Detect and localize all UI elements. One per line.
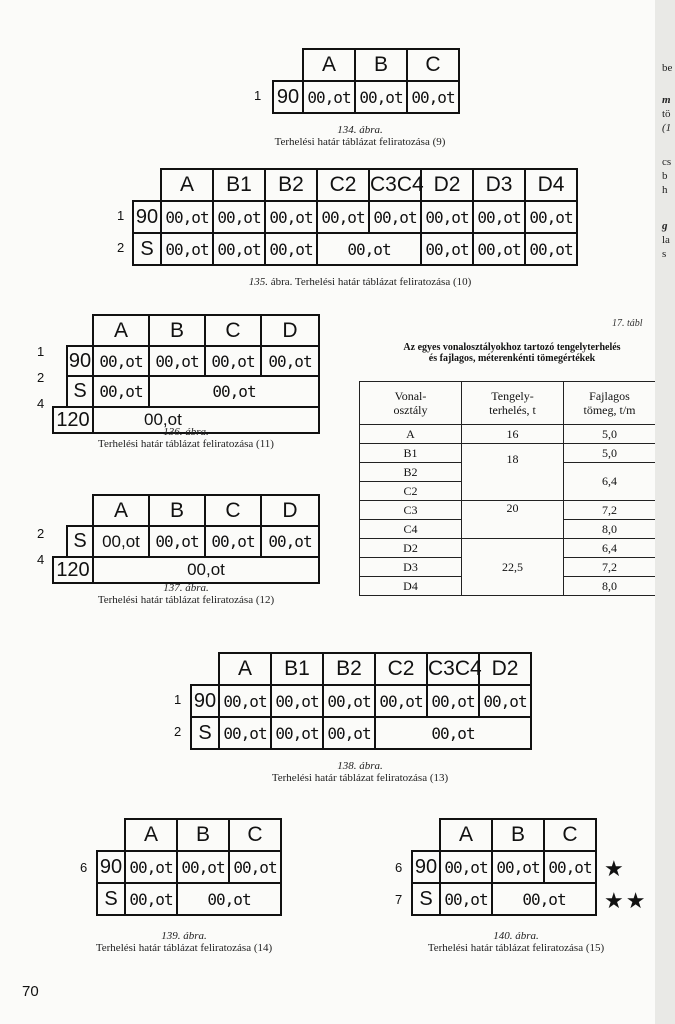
empty-cell xyxy=(67,495,93,526)
segment-cell: 00,ot xyxy=(161,233,213,265)
segment-cell: 00,ot xyxy=(421,233,473,265)
segment-cell-wide: 00,ot xyxy=(149,376,319,407)
header-line: terhelés, t xyxy=(489,403,536,417)
speed-cell: 90 xyxy=(67,346,93,376)
mass-cell: 8,0 xyxy=(564,577,656,596)
segment-cell: 00,ot xyxy=(219,717,271,749)
header-cell: D2 xyxy=(421,169,473,201)
row-number: 4 xyxy=(37,396,45,411)
class-cell: D4 xyxy=(360,577,462,596)
speed-cell: 90 xyxy=(97,851,125,883)
header-cell: C2 xyxy=(317,169,369,201)
header-cell: C2 xyxy=(375,653,427,685)
header-cell: B xyxy=(149,315,205,346)
segment-cell: 00,ot xyxy=(265,233,317,265)
row-number: 6 xyxy=(80,860,88,875)
caption-number: 134. ábra. xyxy=(337,124,383,136)
segment-cell-wide: 00,ot xyxy=(375,717,531,749)
header-cell: D2 xyxy=(479,653,531,685)
empty-cell xyxy=(133,169,161,201)
segment-cell: 00,ot xyxy=(473,201,525,233)
segment-cell: 00,ot xyxy=(525,233,577,265)
mass-cell: 6,4 xyxy=(564,463,656,501)
segment-cell-wide: 00,ot xyxy=(492,883,596,915)
header-cell: B xyxy=(492,819,544,851)
caption-number: 140. ábra. xyxy=(493,930,539,942)
segment-cell: 00,ot xyxy=(125,851,177,883)
header-cell: B1 xyxy=(271,653,323,685)
star-icon: ★ xyxy=(604,856,626,881)
empty-cell xyxy=(67,315,93,346)
column-header xyxy=(564,382,656,425)
empty-cell xyxy=(191,653,219,685)
figure-caption xyxy=(220,124,500,148)
caption-number: 137. ábra. xyxy=(163,582,209,594)
caption-number: 138. ábra. xyxy=(337,760,383,772)
s-cell: S xyxy=(67,376,93,407)
facing-page-fragment: (1 xyxy=(662,122,672,134)
segment-cell-wide: 00,ot xyxy=(177,883,281,915)
header-cell: C3C4 xyxy=(369,169,421,201)
header-cell: B2 xyxy=(265,169,317,201)
facing-page-fragment: be xyxy=(662,62,673,74)
class-cell: D3 xyxy=(360,558,462,577)
class-cell: A xyxy=(360,425,462,444)
figure-caption xyxy=(220,760,500,784)
row-number: 1 xyxy=(117,208,125,223)
segment-cell: 00,ot xyxy=(219,685,271,717)
class-cell: D2 xyxy=(360,539,462,558)
column-header xyxy=(360,382,462,425)
class-cell: C2 xyxy=(360,482,462,501)
segment-cell: 00,ot xyxy=(421,201,473,233)
speed-cell: 90 xyxy=(133,201,161,233)
fig137-table xyxy=(52,494,320,584)
figure-caption xyxy=(200,276,520,288)
segment-cell: 00,ot xyxy=(440,883,492,915)
fig134-table xyxy=(272,48,460,114)
double-star-icon: ★★ xyxy=(604,888,648,913)
header-cell: A xyxy=(303,49,355,81)
header-cell: A xyxy=(93,315,149,346)
caption-number: 139. ábra. xyxy=(161,930,207,942)
segment-cell-wide: 00,ot xyxy=(93,407,319,433)
row-number: 7 xyxy=(395,892,403,907)
mass-cell: 8,0 xyxy=(564,520,656,539)
column-header xyxy=(462,382,564,425)
header-cell: D xyxy=(261,315,319,346)
fig139-table xyxy=(96,818,282,916)
segment-cell: 00,ot xyxy=(161,201,213,233)
empty-cell xyxy=(412,819,440,851)
segment-cell: 00,ot xyxy=(205,526,261,557)
fig136-table xyxy=(52,314,320,434)
segment-cell: 00,ot xyxy=(93,376,149,407)
header-cell: C3C4 xyxy=(427,653,479,685)
segment-cell: 00,ot xyxy=(177,851,229,883)
facing-page-edge xyxy=(655,0,675,1024)
axle-load-cell: 16 xyxy=(462,425,564,444)
empty-cell xyxy=(53,346,67,376)
header-cell: C xyxy=(205,315,261,346)
fig135-table xyxy=(132,168,578,266)
segment-cell: 00,ot xyxy=(323,685,375,717)
table-reference: 17. tábl xyxy=(612,318,643,329)
segment-cell: 00,ot xyxy=(440,851,492,883)
caption-text: ábra. Terhelési határ táblázat feliratozása (10) xyxy=(270,276,472,288)
caption-number: 135. xyxy=(248,276,268,288)
page-number: 70 xyxy=(22,983,39,1000)
empty-cell xyxy=(53,376,67,407)
table-title-line: és fajlagos, méterenkénti tömegértékek xyxy=(428,353,596,364)
segment-cell: 00,ot xyxy=(355,81,407,113)
segment-cell: 00,ot xyxy=(369,201,421,233)
row-number: 1 xyxy=(254,88,262,103)
header-cell: B2 xyxy=(323,653,375,685)
s-cell: S xyxy=(133,233,161,265)
header-cell: A xyxy=(125,819,177,851)
segment-cell: 00,ot xyxy=(229,851,281,883)
header-cell: B xyxy=(355,49,407,81)
segment-cell: 00,ot xyxy=(149,526,205,557)
caption-text: Terhelési határ táblázat feliratozása (11) xyxy=(98,438,274,450)
row-number: 1 xyxy=(174,692,182,707)
segment-cell: 00,ot xyxy=(271,717,323,749)
segment-cell: 00,ot xyxy=(265,201,317,233)
figure-caption xyxy=(50,426,322,450)
fig140-table xyxy=(411,818,597,916)
header-line: Tengely- xyxy=(491,389,534,403)
header-cell: C xyxy=(407,49,459,81)
header-cell: D4 xyxy=(525,169,577,201)
header-cell: A xyxy=(219,653,271,685)
segment-cell-wide: 00,ot xyxy=(93,557,319,583)
mass-cell: 7,2 xyxy=(564,501,656,520)
segment-cell: 00,ot xyxy=(93,526,149,557)
table-title-line: Az egyes vonalosztályokhoz tartozó tengelyterhelés xyxy=(403,342,621,353)
segment-cell: 00,ot xyxy=(261,346,319,376)
class-cell: B2 xyxy=(360,463,462,482)
table-title xyxy=(362,342,662,364)
segment-cell: 00,ot xyxy=(525,201,577,233)
segment-cell: 00,ot xyxy=(492,851,544,883)
header-cell: A xyxy=(440,819,492,851)
segment-cell: 00,ot xyxy=(213,233,265,265)
class-cell: C3 xyxy=(360,501,462,520)
s-cell: S xyxy=(412,883,440,915)
facing-page-fragment: b xyxy=(662,170,668,182)
axle-load-cell: 20 xyxy=(462,501,564,539)
segment-cell: 00,ot xyxy=(473,233,525,265)
facing-page-fragment: h xyxy=(662,184,668,196)
header-cell: C xyxy=(229,819,281,851)
mass-cell: 5,0 xyxy=(564,444,656,463)
header-cell: A xyxy=(161,169,213,201)
figure-caption xyxy=(380,930,652,954)
segment-cell: 00,ot xyxy=(323,717,375,749)
segment-cell: 00,ot xyxy=(205,346,261,376)
segment-cell: 00,ot xyxy=(303,81,355,113)
segment-cell: 00,ot xyxy=(375,685,427,717)
facing-page-fragment: g xyxy=(662,220,668,232)
empty-cell xyxy=(53,526,67,557)
figure-caption xyxy=(50,582,322,606)
row-number: 2 xyxy=(174,724,182,739)
class-cell: B1 xyxy=(360,444,462,463)
caption-text: Terhelési határ táblázat feliratozása (12) xyxy=(97,594,275,606)
facing-page-fragment: s xyxy=(662,248,667,260)
header-cell: B xyxy=(149,495,205,526)
header-line: tömeg, t/m xyxy=(583,403,636,417)
mass-cell: 5,0 xyxy=(564,425,656,444)
header-cell: C xyxy=(544,819,596,851)
mass-cell: 7,2 xyxy=(564,558,656,577)
row-number: 1 xyxy=(37,344,45,359)
segment-cell: 00,ot xyxy=(427,685,479,717)
axle-load-cell: 22,5 xyxy=(462,539,564,596)
s-cell: S xyxy=(191,717,219,749)
facing-page-fragment: tö xyxy=(662,108,671,120)
caption-text: Terhelési határ táblázat feliratozása (13) xyxy=(271,772,449,784)
caption-text: Terhelési határ táblázat feliratozása (14) xyxy=(95,942,273,954)
header-cell: B xyxy=(177,819,229,851)
mass-cell: 6,4 xyxy=(564,539,656,558)
segment-cell: 00,ot xyxy=(125,883,177,915)
speed-cell: 90 xyxy=(412,851,440,883)
empty-cell xyxy=(273,49,303,81)
class-cell: C4 xyxy=(360,520,462,539)
header-cell: D xyxy=(261,495,319,526)
fig138-table xyxy=(190,652,532,750)
speed-cell: 120 xyxy=(53,557,93,583)
empty-cell xyxy=(53,315,67,346)
figure-caption xyxy=(48,930,320,954)
segment-cell: 00,ot xyxy=(93,346,149,376)
facing-page-fragment: la xyxy=(662,234,670,246)
line-class-table xyxy=(359,381,656,596)
segment-cell-wide: 00,ot xyxy=(317,233,421,265)
header-cell: B1 xyxy=(213,169,265,201)
header-line: Fajlagos xyxy=(589,389,630,403)
axle-load-cell: 18 xyxy=(462,444,564,501)
caption-text: Terhelési határ táblázat feliratozása (15) xyxy=(427,942,605,954)
header-cell: C xyxy=(205,495,261,526)
speed-cell: 120 xyxy=(53,407,93,433)
row-number: 4 xyxy=(37,552,45,567)
segment-cell: 00,ot xyxy=(271,685,323,717)
caption-text: Terhelési határ táblázat feliratozása (9) xyxy=(274,136,446,148)
segment-cell: 00,ot xyxy=(213,201,265,233)
segment-cell: 00,ot xyxy=(149,346,205,376)
segment-cell: 00,ot xyxy=(317,201,369,233)
empty-cell xyxy=(97,819,125,851)
row-number: 2 xyxy=(37,370,45,385)
header-line: Vonal- xyxy=(394,389,427,403)
speed-cell: 90 xyxy=(191,685,219,717)
s-cell: S xyxy=(97,883,125,915)
segment-cell: 00,ot xyxy=(479,685,531,717)
header-line: osztály xyxy=(393,403,428,417)
speed-cell: 90 xyxy=(273,81,303,113)
header-cell: D3 xyxy=(473,169,525,201)
caption-number: 136. ábra. xyxy=(163,426,209,438)
segment-cell: 00,ot xyxy=(261,526,319,557)
s-cell: S xyxy=(67,526,93,557)
row-number: 6 xyxy=(395,860,403,875)
segment-cell: 00,ot xyxy=(544,851,596,883)
facing-page-fragment: m xyxy=(662,94,671,106)
row-number: 2 xyxy=(117,240,125,255)
row-number: 2 xyxy=(37,526,45,541)
empty-cell xyxy=(53,495,67,526)
facing-page-fragment: cs xyxy=(662,156,672,168)
header-cell: A xyxy=(93,495,149,526)
segment-cell: 00,ot xyxy=(407,81,459,113)
